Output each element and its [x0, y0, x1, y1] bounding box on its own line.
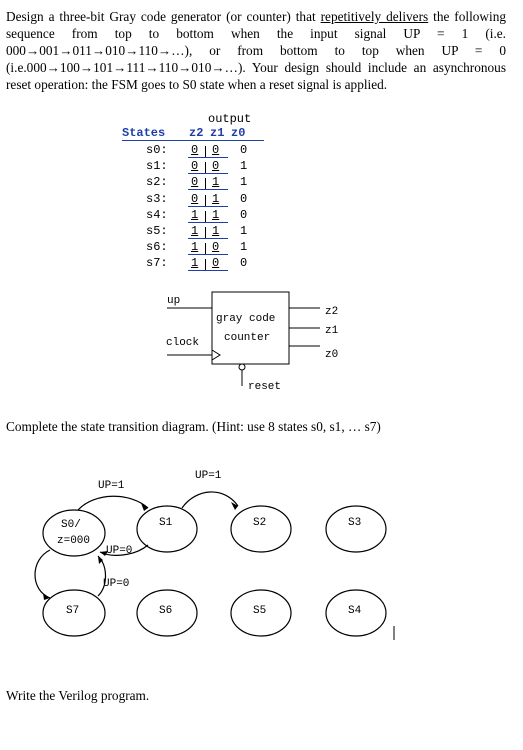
question-verilog: Write the Verilog program.	[6, 688, 150, 703]
state-label: s7:	[146, 256, 168, 271]
arrow-s0-s1	[78, 496, 148, 510]
bit-value: 1	[212, 175, 220, 190]
bit-value: 1	[240, 224, 248, 238]
s6-label: S6	[159, 605, 173, 617]
s7-label: S7	[66, 605, 80, 617]
bit-value: 0	[212, 240, 220, 255]
state-label: s0:	[146, 143, 168, 157]
state-label: s1:	[146, 159, 168, 174]
col-header-z2: z2	[189, 126, 204, 140]
reset-label: reset	[248, 381, 282, 393]
arrow-s1-s2	[182, 492, 238, 508]
bit-value: 0	[191, 175, 199, 190]
label-up0-s1-s0: UP=0	[106, 545, 133, 557]
block-title-1: gray code	[216, 313, 276, 325]
z0-label: z0	[325, 349, 339, 361]
block-title-2: counter	[224, 332, 271, 344]
state-s1	[137, 506, 197, 552]
bit-value: 0	[240, 143, 248, 157]
bit-value: 0	[240, 207, 248, 222]
z2-label: z2	[325, 306, 339, 318]
bit-value: 1	[191, 207, 199, 222]
bit-value: 1	[240, 240, 248, 255]
s1-label: S1	[159, 517, 173, 529]
states-header: States	[122, 126, 166, 140]
s5-label: S5	[253, 605, 267, 617]
up-label: up	[167, 295, 181, 307]
problem-text-2: the following sequence from top to bottom when the input signal UP = 1 (i.e. 000→001→011→010→110→…), or from bottom to top when UP = 0 (i.e.000→100→101→111→110→010→…). Your design should include an asynchronous reset operation: the FSM goes to S0 state when a reset signal is applied.	[6, 9, 507, 92]
bit-value: 1	[191, 224, 199, 238]
clock-triangle	[212, 350, 220, 360]
bit-value: 0	[212, 159, 220, 174]
bit-value: 1	[212, 224, 220, 238]
bit-value: 0	[191, 143, 199, 157]
bit-value: 0	[191, 191, 199, 206]
bit-value: 1	[191, 256, 199, 271]
clock-label: clock	[166, 337, 200, 349]
s3-label: S3	[348, 517, 362, 529]
z1-label: z1	[325, 325, 339, 337]
state-label: s2:	[146, 175, 168, 190]
question-state-diagram: Complete the state transition diagram. (Hint: use 8 states s0, s1, … s7)	[6, 419, 381, 434]
col-header-z0: z0	[231, 126, 246, 140]
label-up1-s0-s1: UP=1	[98, 480, 125, 492]
state-label: s6:	[146, 240, 168, 255]
s2-label: S2	[253, 517, 267, 529]
state-s0	[43, 510, 105, 556]
bit-value: 1	[212, 207, 220, 222]
state-s2	[231, 506, 291, 552]
bit-value: 0	[191, 159, 199, 174]
bit-value: 1	[191, 240, 199, 255]
counter-block	[212, 292, 289, 364]
problem-text-underlined: repetitively delivers	[320, 9, 429, 24]
bit-value: 0	[240, 191, 248, 206]
state-label: s3:	[146, 191, 168, 206]
bit-value: 1	[240, 175, 248, 190]
bit-value: 0	[212, 256, 220, 271]
label-up0-s0-s7: UP=0	[103, 578, 130, 590]
arrow-s0-s7	[35, 550, 50, 598]
bit-value: 1	[212, 191, 220, 206]
arrowhead-s1-s2	[231, 502, 238, 510]
s4-label: S4	[348, 605, 362, 617]
reset-bubble	[239, 364, 245, 370]
bit-value: 0	[212, 143, 220, 157]
bit-value: 1	[240, 159, 248, 174]
state-label: s4:	[146, 207, 168, 222]
problem-text-1: Design a three-bit Gray code generator (or counter) that	[6, 9, 316, 24]
s0-label-line1: S0/	[61, 519, 81, 531]
s0-label-line2: z=000	[57, 535, 91, 547]
output-label: output	[208, 112, 252, 126]
label-up1-s1-s2: UP=1	[195, 470, 222, 482]
col-header-z1: z1	[210, 126, 225, 140]
bit-value: 0	[240, 256, 248, 271]
state-s3	[326, 506, 386, 552]
state-label: s5:	[146, 224, 168, 238]
